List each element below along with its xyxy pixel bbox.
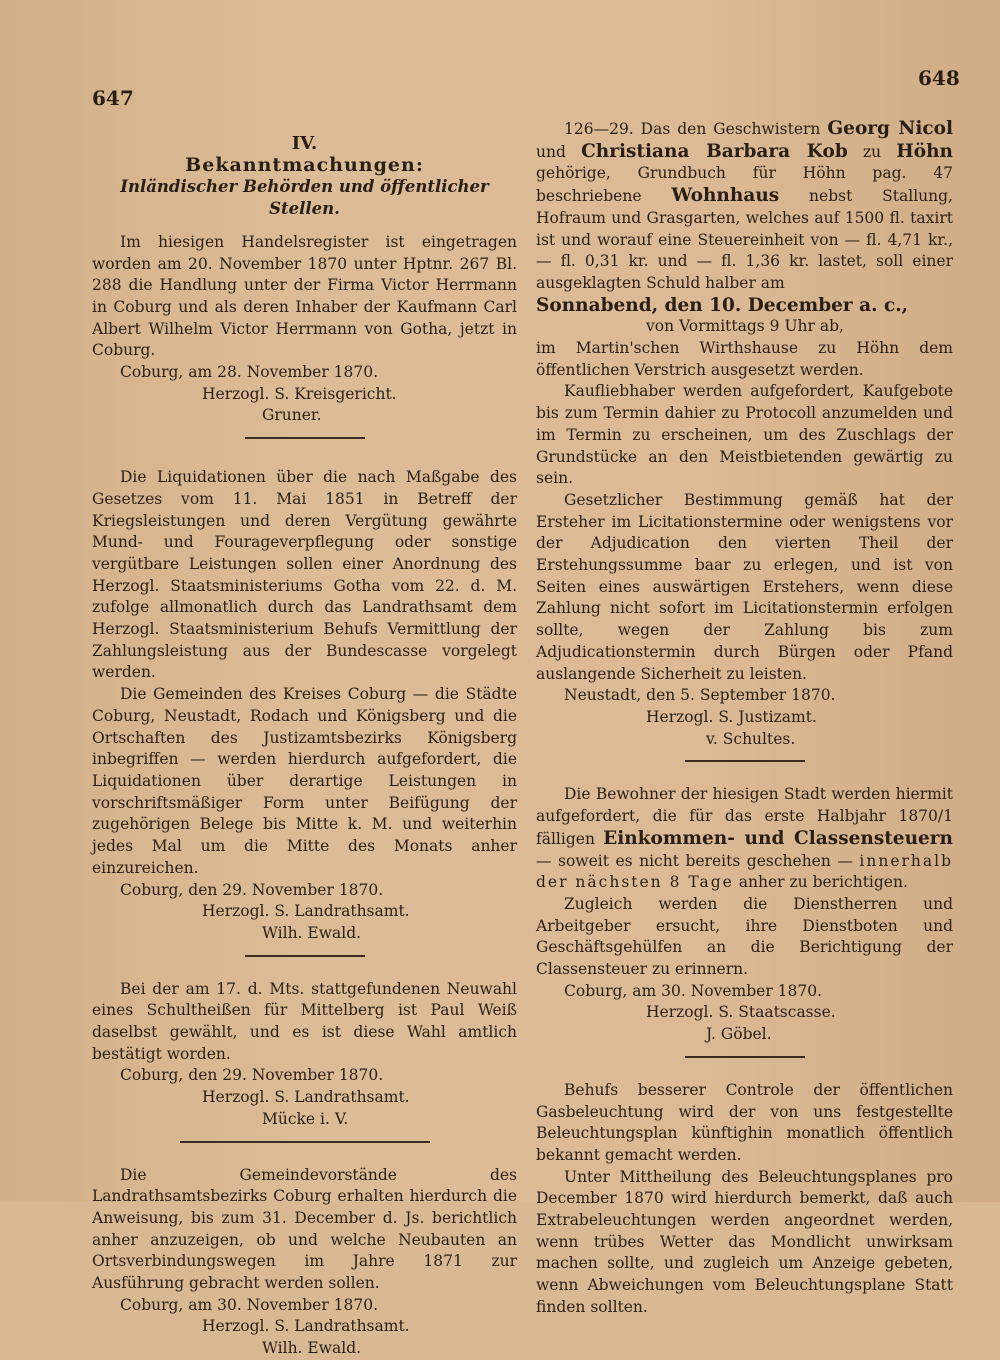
notice-text: Zugleich werden die Dienstherren und Arbeitgeber ersucht, ihre Dienstboten und Geschäftsgehülfen an die Berichtigung der Classensteuer zu erinnern. bbox=[536, 894, 953, 979]
spacer bbox=[92, 449, 517, 467]
signature: J. Göbel. bbox=[706, 1025, 772, 1044]
divider bbox=[180, 1141, 430, 1143]
authority: Herzogl. S. Landrathsamt. bbox=[202, 1088, 410, 1107]
left-column bbox=[92, 133, 517, 1360]
notice-election bbox=[92, 979, 517, 1131]
place-date: Coburg, den 29. November 1870. bbox=[120, 880, 384, 899]
text-run: Die Bewohner der hiesigen Stadt werden hiermit aufgefordert, die für das erste Halbjahr 1870/1 fälligen bbox=[536, 785, 953, 848]
authority: Herzogl. S. Kreisgericht. bbox=[202, 384, 397, 403]
notice-auction bbox=[536, 118, 953, 750]
text-run: anher zu berichtigen. bbox=[738, 873, 908, 892]
notice-text: Unter Mittheilung des Beleuchtungsplanes pro December 1870 wird hierdurch bemerkt, daß auch Extrabeleuchtungen werden angeordnet werden, wenn trübes Wetter das Mondlicht unwirksam machen sollte, und zugleich um Anzeige gebeten, wenn Abweichungen vom Beleuchtungsplane Statt finden sollten. bbox=[536, 1167, 953, 1316]
place-date: Coburg, am 30. November 1870. bbox=[120, 1295, 379, 1314]
signature: Wilh. Ewald. bbox=[262, 923, 362, 942]
place-date: Coburg, am 28. November 1870. bbox=[120, 363, 379, 382]
place-date: Neustadt, den 5. September 1870. bbox=[564, 686, 836, 705]
authority: Herzogl. S. Justizamt. bbox=[646, 707, 817, 726]
section-number: IV. bbox=[291, 133, 318, 154]
divider bbox=[245, 955, 365, 957]
spacer bbox=[92, 1153, 517, 1165]
notice-text: Die Gemeinden des Kreises Coburg — die Städte Coburg, Neustadt, Rodach und Königsberg und die Ortschaften des Justizamtsbezirks Königsberg inbegriffen — werden hierdurch aufgefordert, die Liquidationen über derartige Leistungen in vorschriftsmäßiger Form unter Beifügung der zugehörigen Belege bis Mitte k. M. und weiterhin jedes Mal um die Mitte des Monats anher einzureichen. bbox=[92, 685, 517, 877]
notice-commercial-register bbox=[92, 232, 517, 427]
page-number-right: 648 bbox=[918, 66, 960, 90]
page-number-left: 647 bbox=[92, 86, 134, 110]
place-date: Coburg, am 30. November 1870. bbox=[564, 981, 823, 1000]
owner-name: Georg Nicol bbox=[827, 118, 953, 139]
divider bbox=[245, 437, 365, 439]
notice-new-roads bbox=[92, 1165, 517, 1360]
notice-text: Gesetzlicher Bestimmung gemäß hat der Ersteher im Licitationstermine oder wenigstens vor der Adjudication den vierten Theil der Erstehungssumme baar zu erlegen, und ist von Seiten eines auswärtigen Erstehers, wenn diese Zahlung nicht sofort im Licitationstermin erfolgen sollte, wegen der Zahlung bis zum Adjudicationstermin durch Bürgen oder Pfand auslangende Sicherheit zu leisten. bbox=[536, 490, 953, 683]
section-subheading: Inländischer Behörden und öffentlicher Stellen. bbox=[120, 177, 489, 219]
signature: Gruner. bbox=[262, 406, 322, 425]
tax-name: Einkommen- und Classensteuern bbox=[603, 827, 953, 849]
authority: Herzogl. S. Staatscasse. bbox=[646, 1003, 836, 1022]
notice-text: im Martin'schen Wirthshause zu Höhn dem öffentlichen Verstrich ausgesetzt werden. bbox=[536, 339, 953, 379]
signature: Wilh. Ewald. bbox=[262, 1339, 362, 1358]
spacer bbox=[536, 1068, 953, 1080]
text-run: 126—29. Das den Geschwistern bbox=[564, 120, 821, 138]
auction-time: von Vormittags 9 Uhr ab, bbox=[646, 317, 844, 336]
place-date: Coburg, den 29. November 1870. bbox=[120, 1066, 384, 1085]
place-name: Höhn bbox=[896, 140, 953, 162]
authority: Herzogl. S. Landrathsamt. bbox=[202, 1317, 410, 1336]
notice-gas-lighting bbox=[536, 1080, 953, 1319]
right-column bbox=[536, 118, 953, 1319]
divider bbox=[685, 1056, 805, 1058]
spacer bbox=[536, 772, 953, 784]
notice-text: Im hiesigen Handelsregister ist eingetragen worden am 20. November 1870 unter Hptnr. 267 Bl. 288 die Handlung unter der Firma Victor Herrmann in Coburg und als deren Inhaber der Kaufmann Carl Albert Wilhelm Victor Herrmann von Gotha, jetzt in Coburg. bbox=[92, 232, 517, 360]
section-heading: Bekanntmachungen: bbox=[185, 153, 424, 176]
notice-text bbox=[536, 118, 953, 295]
divider bbox=[685, 760, 805, 762]
signature: Mücke i. V. bbox=[262, 1109, 349, 1128]
notice-taxes bbox=[536, 784, 953, 1045]
notice-liquidations bbox=[92, 467, 517, 944]
property-name: Wohnhaus bbox=[671, 185, 780, 207]
notice-text: Die Liquidationen über die nach Maßgabe des Gesetzes vom 11. Mai 1851 in Betreff der Kriegsleistungen und deren Vergütung gewährte Mund- und Fourageverpflegung oder sonstige vergütbare Leistungen sollen einer Anordnung des Herzogl. Staatsministeriums Gotha vom 22. d. M. zufolge allmonatlich durch das Landrathsamt dem Herzogl. Staatsministerium Behufs Vermittlung der Zahlungsleistung aus der Bundescasse vorgelegt werden. bbox=[92, 468, 517, 682]
owner-name: Christiana Barbara Kob bbox=[581, 140, 848, 162]
notice-text bbox=[536, 784, 953, 894]
notice-text: Behufs besserer Controle der öffentlichen Gasbeleuchtung wird der von uns festgestellte Beleuchtungsplan künftighin monatlich öffentlich bekannt gemacht werden. bbox=[536, 1080, 953, 1164]
spacer bbox=[92, 967, 517, 979]
deadline: innerhalb der nächsten 8 Tage bbox=[536, 851, 953, 892]
spacer bbox=[92, 220, 517, 232]
text-run: zu bbox=[862, 142, 882, 161]
notice-text: Bei der am 17. d. Mts. stattgefundenen Neuwahl eines Schultheißen für Mittelberg ist Paul Weiß daselbst gewählt, und es ist diese Wahl amtlich bestätigt worden. bbox=[92, 979, 517, 1063]
notice-text: Die Gemeindevorstände des Landrathsamtsbezirks Coburg erhalten hierdurch die Anweisung, bis zum 31. December d. Js. berichtlich anher anzuzeigen, ob und welche Neubauten an Ortsverbindungswegen im Jahre 1871 zur Ausführung gebracht werden sollen. bbox=[92, 1165, 517, 1293]
text-run: nebst Stallung, Hofraum und Grasgarten, welches auf 1500 fl. taxirt ist und worauf eine Steuereinheit von — fl. 4,71 kr., — fl. 0,31 kr. und — fl. 1,36 kr. lastet, soll einer ausgeklagten Schuld halber am bbox=[536, 187, 953, 292]
text-run: gehörige, Grundbuch für Höhn pag. 47 beschriebene bbox=[536, 164, 953, 206]
text-run: — soweit es nicht bereits geschehen — bbox=[536, 851, 853, 870]
text-run: und bbox=[536, 142, 566, 161]
signature: v. Schultes. bbox=[706, 729, 796, 748]
authority: Herzogl. S. Landrathsamt. bbox=[202, 902, 410, 921]
auction-date: Sonnabend, den 10. December a. c., bbox=[536, 294, 909, 316]
notice-text: Kaufliebhaber werden aufgefordert, Kaufgebote bis zum Termin dahier zu Protocoll anzumelden und im Termin zu erscheinen, um des Zuschlags der Grundstücke an den Meistbietenden gewärtig zu sein. bbox=[536, 382, 953, 488]
